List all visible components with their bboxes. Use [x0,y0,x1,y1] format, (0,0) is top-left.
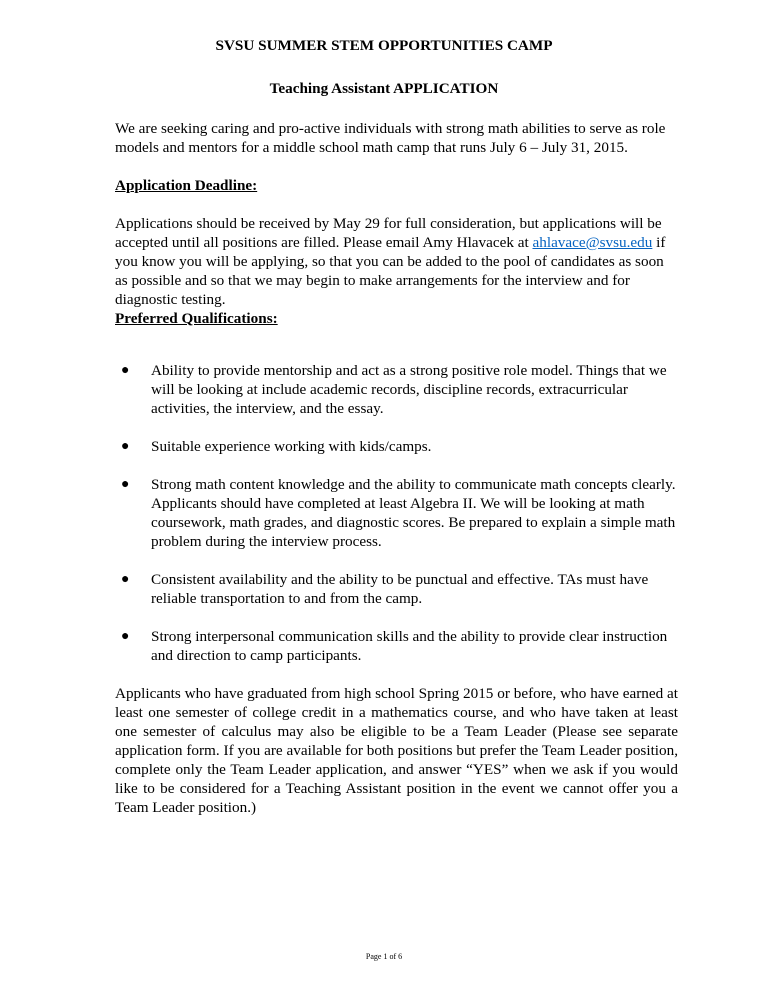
closing-paragraph: Applicants who have graduated from high school Spring 2015 or before, who have earned at least one semester of college credit in a mathematics course, and who have taken at least one semester of calculus may also be eligible to be a Team Leader (Please see separate application form. If you are available for both positions but prefer the Team Leader position, complete only the Team Leader application, and answer “YES” when we ask if you would like to be considered for a Teaching Assistant position in the event we cannot offer you a Team Leader position.) [115,685,678,816]
bullet-icon: ● [121,363,130,378]
document-subtitle: Teaching Assistant APPLICATION [269,80,499,97]
qualification-text: Strong math content knowledge and the ability to communicate math concepts clearly. Applicants should have completed at least Algebra II. We will be looking at math coursework, math grades, and diagnostic scores. Be prepared to explain a simple math problem during the interview process. [151,476,676,550]
email-link[interactable]: ahlavace@svsu.edu [532,234,653,251]
intro-paragraph: We are seeking caring and pro-active individuals with strong math abilities to serve as role models and mentors for a middle school math camp that runs July 6 – July 31, 2015. [115,120,666,156]
page-number: Page 1 of 6 [365,952,403,961]
deadline-text-after-email: if you know you will be applying, so that you can be added to the pool of candidates as soon as possible and so that we may begin to make arrangements for the interview and for diagnostic testing. [115,234,666,308]
deadline-paragraph [115,214,678,309]
qualification-text: Suitable experience working with kids/camps. [151,438,432,455]
qualification-text: Ability to provide mentorship and act as a strong positive role model. Things that we will be looking at include academic records, discipline records, extracurricular activities, the interview, and the essay. [151,362,667,417]
bullet-icon: ● [121,477,130,492]
qualification-text: Strong interpersonal communication skills and the ability to provide clear instruction and direction to camp participants. [151,628,668,664]
qualification-text: Consistent availability and the ability to be punctual and effective. TAs must have reliable transportation to and from the camp. [151,571,649,607]
bullet-icon: ● [121,629,130,644]
deadline-text-before-email: Applications should be received by May 29 for full consideration, but applications will be accepted until all positions are filled. Please email Amy Hlavacek at [115,215,662,251]
document-title: SVSU SUMMER STEM OPPORTUNITIES CAMP [215,37,553,54]
bullet-icon: ● [121,572,130,587]
bullet-icon: ● [121,439,130,454]
deadline-heading: Application Deadline: [115,177,258,194]
qualifications-heading: Preferred Qualifications: [115,310,278,327]
